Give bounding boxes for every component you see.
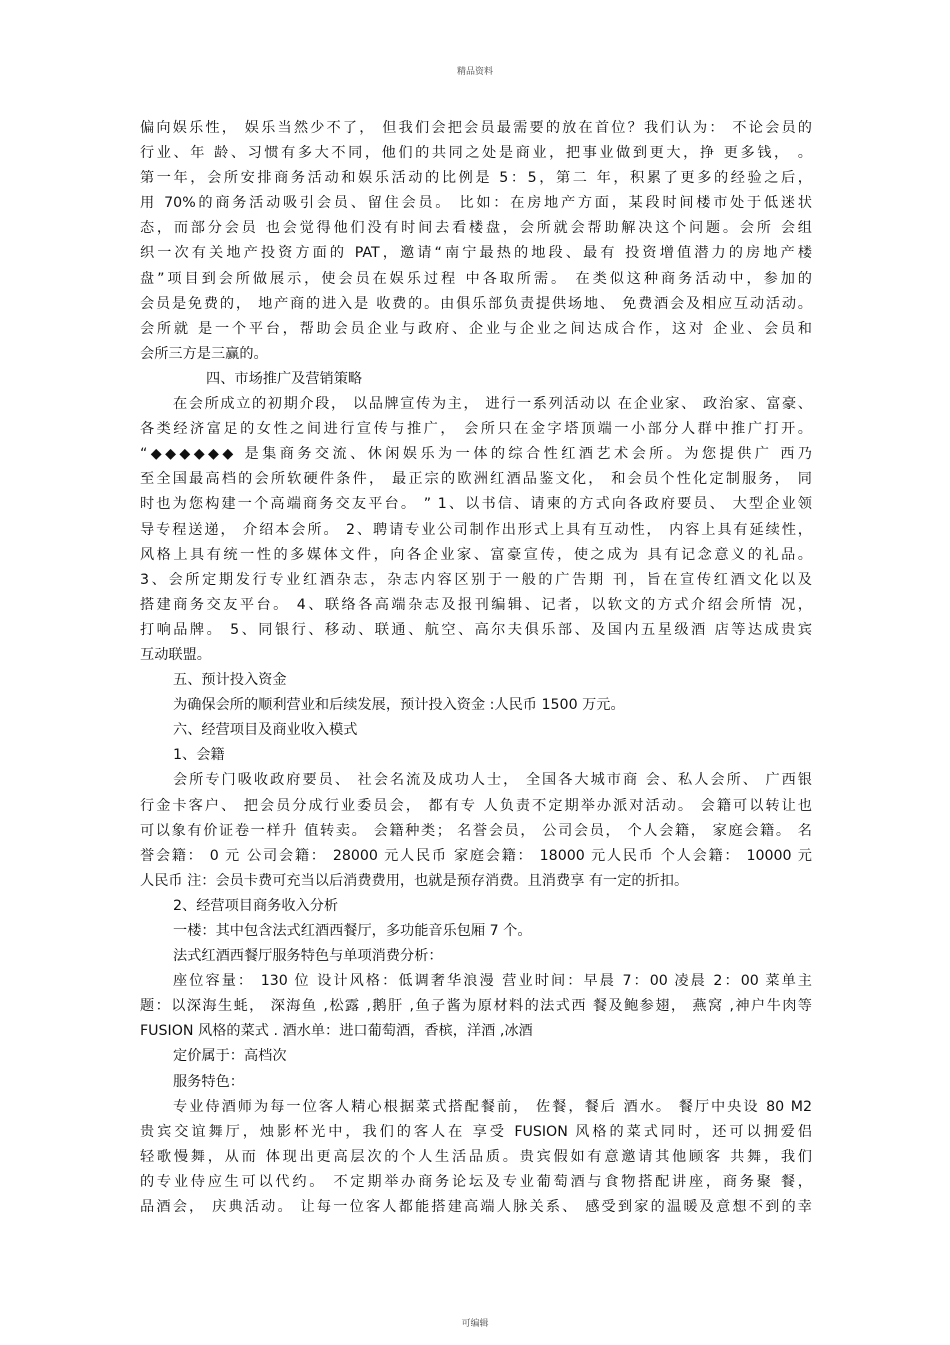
text-line: 定价属于：高档次 xyxy=(173,1048,287,1065)
text-line: “◆◆◆◆◆◆ 是集商务交流、休闲娱乐为一体的综合性红酒艺术会所。为您提供广 西乃 xyxy=(140,446,812,463)
text-line: 品酒会， 庆典活动。 让每一位客人都能搭建高端人脉关系、 感受到家的温暖及意想不到的幸 xyxy=(140,1199,812,1216)
text-line: 偏向娱乐性， 娱乐当然少不了， 但我们会把会员最需要的放在首位？我们认为： 不论会员的 xyxy=(140,120,812,136)
text-line: 行金卡客户、 把会员分成行业委员会， 都有专 人负责不定期举办派对活动。 会籍可以转让也 xyxy=(140,797,812,814)
document-body xyxy=(140,116,812,1220)
page-header: 精品资料 xyxy=(456,67,493,77)
text-line: 誉会籍： 0 元 公司会籍： 28000 元人民币 家庭会籍： 18000 元人民币 个人会籍： 10000 元 xyxy=(140,847,812,864)
text-line: 至全国最高档的会所软硬件条件， 最正宗的欧洲红酒品鉴文化， 和会员个性化定制服务， 同 xyxy=(140,471,812,488)
text-line: 会所就 是一个平台，帮助会员企业与政府、企业与企业之间达成合作，这对 企业、会员和 xyxy=(140,320,812,337)
text-line: 各类经济富足的女性之间进行宣传与推广， 会所只在金字塔顶端一小部分人群中推广打开。 xyxy=(140,421,812,438)
text-line: 用 70%的商务活动吸引会员、留住会员。 比如：在房地产方面，某段时间楼市处于低迷状 xyxy=(140,195,812,212)
text-line: 会员是免费的， 地产商的进入是 收费的。由俱乐部负责提供场地、 免费酒会及相应互动活动。 xyxy=(140,295,812,312)
text-line: 可以象有价证卷一样升 值转卖。 会籍种类； 名誉会员， 公司会员， 个人会籍， 家庭会籍。 名 xyxy=(140,822,812,839)
text-line: 打响品牌。 5、同银行、移动、联通、航空、高尔夫俱乐部、及国内五星级酒 店等达成贵宾 xyxy=(140,621,812,638)
text-line: 法式红酒西餐厅服务特色与单项消费分析： xyxy=(173,948,443,965)
text-line: 2、经营项目商务收入分析 xyxy=(173,897,339,914)
text-line: 行业、年 龄、习惯有多大不同，他们的共同之处是商业，把事业做到更大，挣 更多钱， 。 xyxy=(140,145,812,162)
text-line: 贵宾交谊舞厅，烛影杯光中，我们的客人在 享受 FUSION 风格的菜式同时，还可以拥爱侣 xyxy=(140,1123,812,1140)
text-line: 在会所成立的初期介段， 以品牌宣传为主， 进行一系列活动以 在企业家、 政治家、富豪、 xyxy=(173,396,812,413)
text-line: 3、会所定期发行专业红酒杂志，杂志内容区别于一般的广告期 刊，旨在宣传红酒文化以及 xyxy=(140,571,812,588)
text-line: 互动联盟。 xyxy=(140,646,211,663)
text-line: 会所专门吸收政府要员、 社会名流及成功人士， 全国各大城市商 会、私人会所、 广西银 xyxy=(173,772,812,789)
text-line: 四、市场推广及营销策略 xyxy=(206,370,363,387)
text-line: 时也为您构建一个高端商务交友平台。 ” 1、以书信、请柬的方式向各政府要员、 大型企业领 xyxy=(140,496,812,513)
text-line: 的专业侍应生可以代约。 不定期举办商务论坛及专业葡萄酒与食物搭配讲座，商务聚 餐， xyxy=(140,1173,812,1190)
text-line: 人民币 注：会员卡费可充当以后消费费用，也就是预存消费。且消费享 有一定的折扣。 xyxy=(140,872,689,889)
text-line: 会所三方是三赢的。 xyxy=(140,345,268,362)
text-line: 轻歌慢舞，从而 体现出更高层次的个人生活品质。贵宾假如有意邀请其他顾客 共舞，我们 xyxy=(140,1148,812,1165)
text-line: 一楼：其中包含法式红酒西餐厅，多功能音乐包厢 7 个。 xyxy=(173,923,532,939)
text-line: 为确保会所的顺利营业和后续发展，预计投入资金 :人民币 1500 万元。 xyxy=(173,697,625,714)
text-line: 座位容量： 130 位 设计风格：低调奢华浪漫 营业时间：早晨 7：00 凌晨 2：00 菜单主 xyxy=(173,973,812,990)
text-line: 织一次有关地产投资方面的 PAT，邀请“南宁最热的地段、最有 投资增值潜力的房地产楼 xyxy=(140,245,812,262)
text-line: 服务特色： xyxy=(173,1073,244,1090)
text-line: 题：以深海生蚝， 深海鱼 ,松露 ,鹅肝 ,鱼子酱为原材料的法式西 餐及鲍参翅， 燕窝 ,神户牛肉等 xyxy=(140,998,812,1015)
text-line: 风格上具有统一性的多媒体文件，向各企业家、富豪宣传，使之成为 具有记念意义的礼品。 xyxy=(140,546,812,563)
text-line: 1、会籍 xyxy=(173,747,225,764)
text-line: 六、经营项目及商业收入模式 xyxy=(173,722,358,739)
text-line: 态，而部分会员 也会觉得他们没有时间去看楼盘，会所就会帮助解决这个问题。会所 会组 xyxy=(140,220,812,237)
text-line: 导专程送递， 介绍本会所。 2、聘请专业公司制作出形式上具有互动性， 内容上具有延续性， xyxy=(140,521,812,538)
text-line: 搭建商务交友平台。 4、联络各高端杂志及报刊编辑、记者，以软文的方式介绍会所情 况， xyxy=(140,596,812,613)
page-footer: 可编辑 xyxy=(461,1319,489,1329)
text-line: 第一年，会所安排商务活动和娱乐活动的比例是 5：5，第二 年，积累了更多的经验之后， xyxy=(140,170,812,187)
text-line: FUSION 风格的菜式 . 酒水单：进口葡萄酒，香槟，洋酒 ,冰酒 xyxy=(140,1023,533,1040)
text-line: 盘”项目到会所做展示，使会员在娱乐过程 中各取所需。 在类似这种商务活动中，参加的 xyxy=(140,270,812,287)
text-line: 专业侍酒师为每一位客人精心根据菜式搭配餐前， 佐餐，餐后 酒水。 餐厅中央设 80 M2 xyxy=(173,1098,812,1115)
text-line: 五、预计投入资金 xyxy=(173,672,287,689)
